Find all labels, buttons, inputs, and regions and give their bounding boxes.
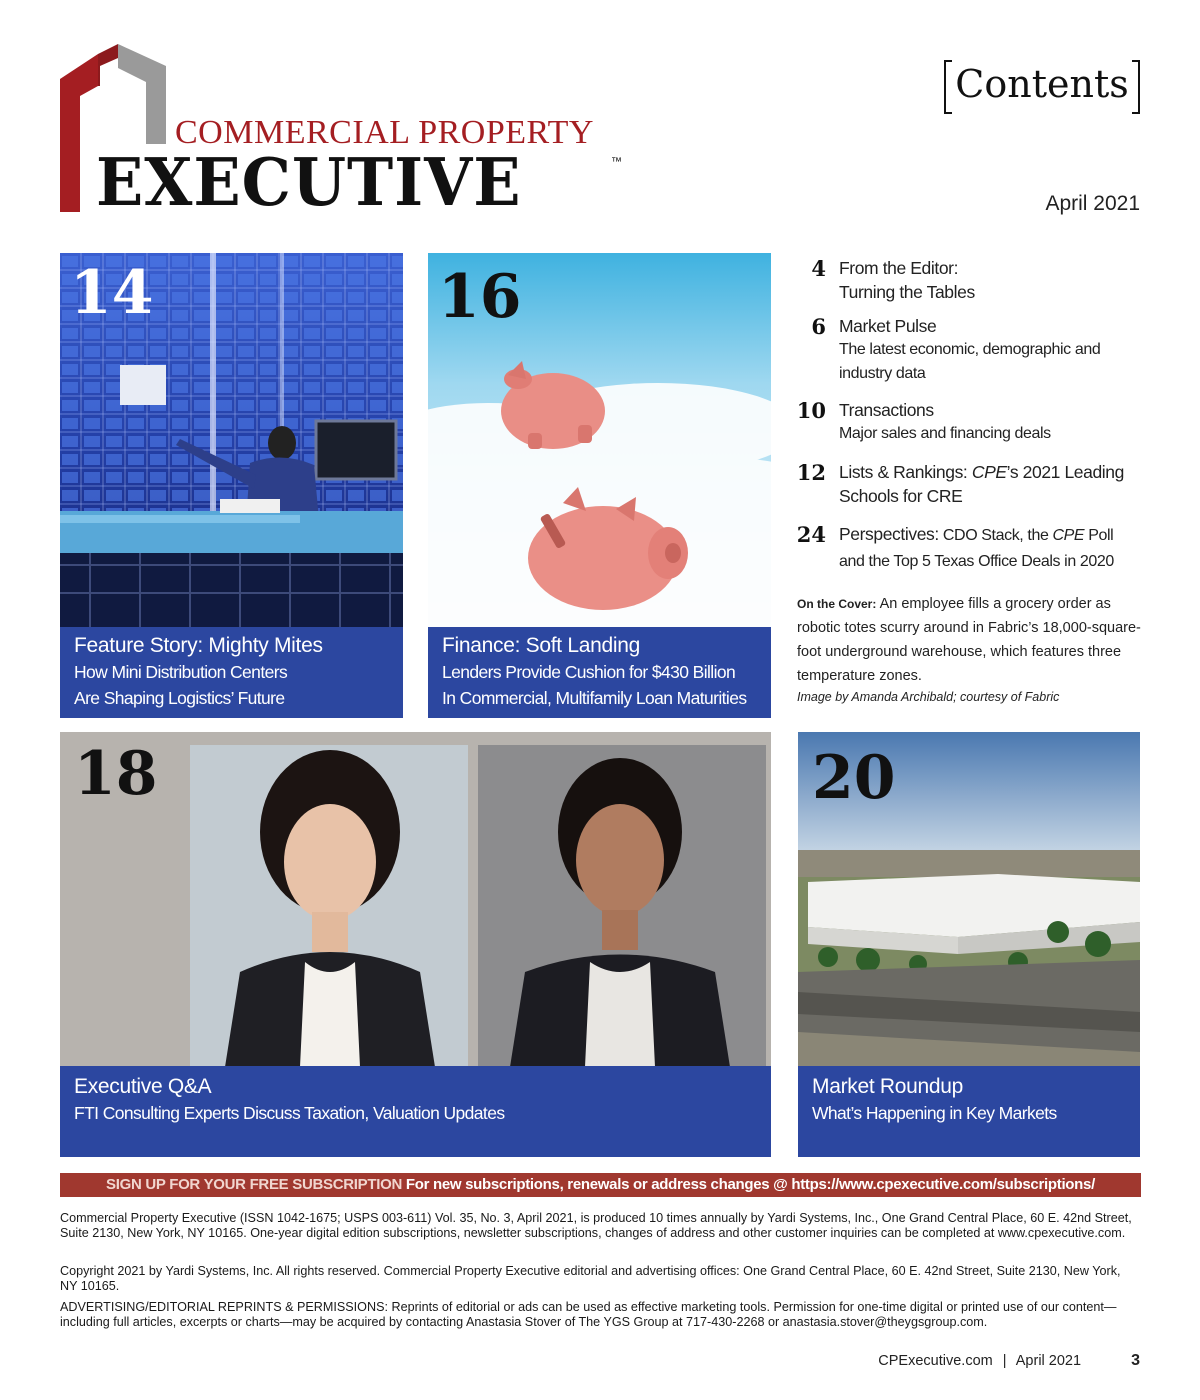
toc-title-part: CDO Stack, the xyxy=(938,527,1053,544)
feature-caption xyxy=(60,627,403,718)
page-title: Contents xyxy=(955,62,1129,106)
feature-title: Feature Story: Mighty Mites xyxy=(74,634,323,657)
footer-date: April 2021 xyxy=(1015,1353,1082,1369)
feature-subtitle: Lenders Provide Cushion for $430 Billion xyxy=(442,662,736,682)
toc-title: From the Editor: xyxy=(839,258,959,278)
cover-description xyxy=(797,592,1142,688)
feature-subtitle: FTI Consulting Experts Discuss Taxation, Valuation Updates xyxy=(74,1103,505,1123)
footer-site[interactable]: CPExecutive.com xyxy=(878,1353,993,1369)
cpe-logo xyxy=(60,44,640,221)
toc-page-number: 12 xyxy=(796,460,826,485)
toc-page-number: 4 xyxy=(811,256,826,281)
feature-subtitle: What’s Happening in Key Markets xyxy=(812,1103,1057,1123)
toc-item-from-the-editor[interactable] xyxy=(796,256,1146,304)
feature-subtitle: Are Shaping Logistics’ Future xyxy=(74,688,285,708)
feature-page-number: 14 xyxy=(70,258,154,328)
logo-wordmark-top: COMMERCIAL PROPERTY xyxy=(175,114,594,151)
toc-page-number: 10 xyxy=(796,398,826,423)
page-footer xyxy=(878,1352,1140,1370)
feature-page-number: 16 xyxy=(438,262,522,332)
feature-title: Finance: Soft Landing xyxy=(442,634,641,657)
feature-caption xyxy=(798,1066,1140,1157)
copyright-notice: Copyright 2021 by Yardi Systems, Inc. All rights reserved. Commercial Property Executive editorial and advertising offices: One Grand Central Place, 60 E. 42nd Street, Suite 2130, New York, NY 10165. xyxy=(60,1264,1121,1293)
footer-separator: | xyxy=(1002,1353,1007,1369)
feature-caption xyxy=(60,1066,771,1157)
toc-description: Major sales and financing deals xyxy=(839,425,1051,442)
feature-caption xyxy=(428,627,771,718)
subscription-link-text[interactable]: For new subscriptions, renewals or address changes @ https://www.cpexecutive.com/subscriptions/ xyxy=(401,1176,1095,1193)
feature-page-number: 20 xyxy=(812,743,896,813)
toc-page-number: 24 xyxy=(796,522,826,547)
executive-portraits-photo xyxy=(60,732,771,1067)
toc-title xyxy=(839,522,1139,574)
publication-info: Commercial Property Executive (ISSN 1042-1675; USPS 003-611) Vol. 35, No. 3, April 2021, is produced 10 times annually by Yardi Systems, Inc., One Grand Central Place, 60 E. 42nd Street, Suite 2130, New York, NY 10165. One-year digital edition subscriptions, newsletter subscriptions, changes of address and other customer inquiries can be completed at www.cpexecutive.com. xyxy=(60,1211,1132,1240)
toc-title: Transactions xyxy=(839,400,934,420)
toc-title-part: Poll and the Top 5 Texas Office Deals in 2020 xyxy=(839,527,1114,570)
feature-tile-soft-landing[interactable] xyxy=(428,253,771,718)
subscription-banner[interactable] xyxy=(60,1173,1141,1197)
toc-item-lists-rankings[interactable] xyxy=(796,460,1146,508)
toc-title-italic: CPE xyxy=(1052,527,1085,544)
feature-title: Market Roundup xyxy=(812,1075,964,1098)
toc-title xyxy=(839,460,1139,508)
feature-tile-market-roundup[interactable] xyxy=(798,732,1140,1157)
toc-title-part: Perspectives: xyxy=(839,524,939,544)
feature-tile-mighty-mites[interactable] xyxy=(60,253,403,718)
toc-item-perspectives[interactable] xyxy=(796,522,1146,574)
logo-wordmark-bottom: EXECUTIVE xyxy=(96,144,522,221)
cover-text: An employee fills a grocery order as robotic totes scurry around in Fabric’s 18,000-square-foot underground warehouse, which features three temperature zones. xyxy=(797,596,1141,684)
cover-image-credit: Image by Amanda Archibald; courtesy of Fabric xyxy=(797,690,1060,704)
toc-title: Market Pulse xyxy=(839,316,937,336)
feature-title: Executive Q&A xyxy=(74,1075,212,1098)
subscription-lead: SIGN UP FOR YOUR FREE SUBSCRIPTION xyxy=(106,1176,402,1193)
toc-item-market-pulse[interactable] xyxy=(796,314,1146,386)
feature-subtitle: In Commercial, Multifamily Loan Maturities xyxy=(442,688,747,708)
trademark-symbol: ™ xyxy=(611,156,622,168)
toc-title-part: ’s 2021 Leading Schools for CRE xyxy=(839,462,1124,506)
feature-subtitle: How Mini Distribution Centers xyxy=(74,662,288,682)
feature-page-number: 18 xyxy=(74,739,158,809)
reprints-permissions: ADVERTISING/EDITORIAL REPRINTS & PERMISSIONS: Reprints of editorial or ads can be used as effective marketing tools. Permission for one-time digital or printed use of our content—including full articles, excerpts or charts—may be acquired by contacting Anastasia Stover of The YGS Group at 717-430-2268 or anastasia.stover@theygsgroup.com. xyxy=(60,1300,1117,1329)
toc-title-part: Lists & Rankings: xyxy=(839,462,972,482)
page-number: 3 xyxy=(1131,1352,1140,1369)
toc-title-line2: Turning the Tables xyxy=(839,282,975,302)
toc-title-italic: CPE xyxy=(971,462,1007,482)
contents-heading-frame xyxy=(944,60,1140,114)
toc-page-number: 6 xyxy=(811,314,826,339)
toc-description: The latest economic, demographic and industry data xyxy=(839,341,1101,382)
feature-tile-executive-qa[interactable] xyxy=(60,732,771,1157)
cover-label: On the Cover: xyxy=(797,597,877,611)
table-of-contents xyxy=(796,256,1146,574)
issue-date: April 2021 xyxy=(1045,192,1140,215)
toc-item-transactions[interactable] xyxy=(796,398,1146,446)
